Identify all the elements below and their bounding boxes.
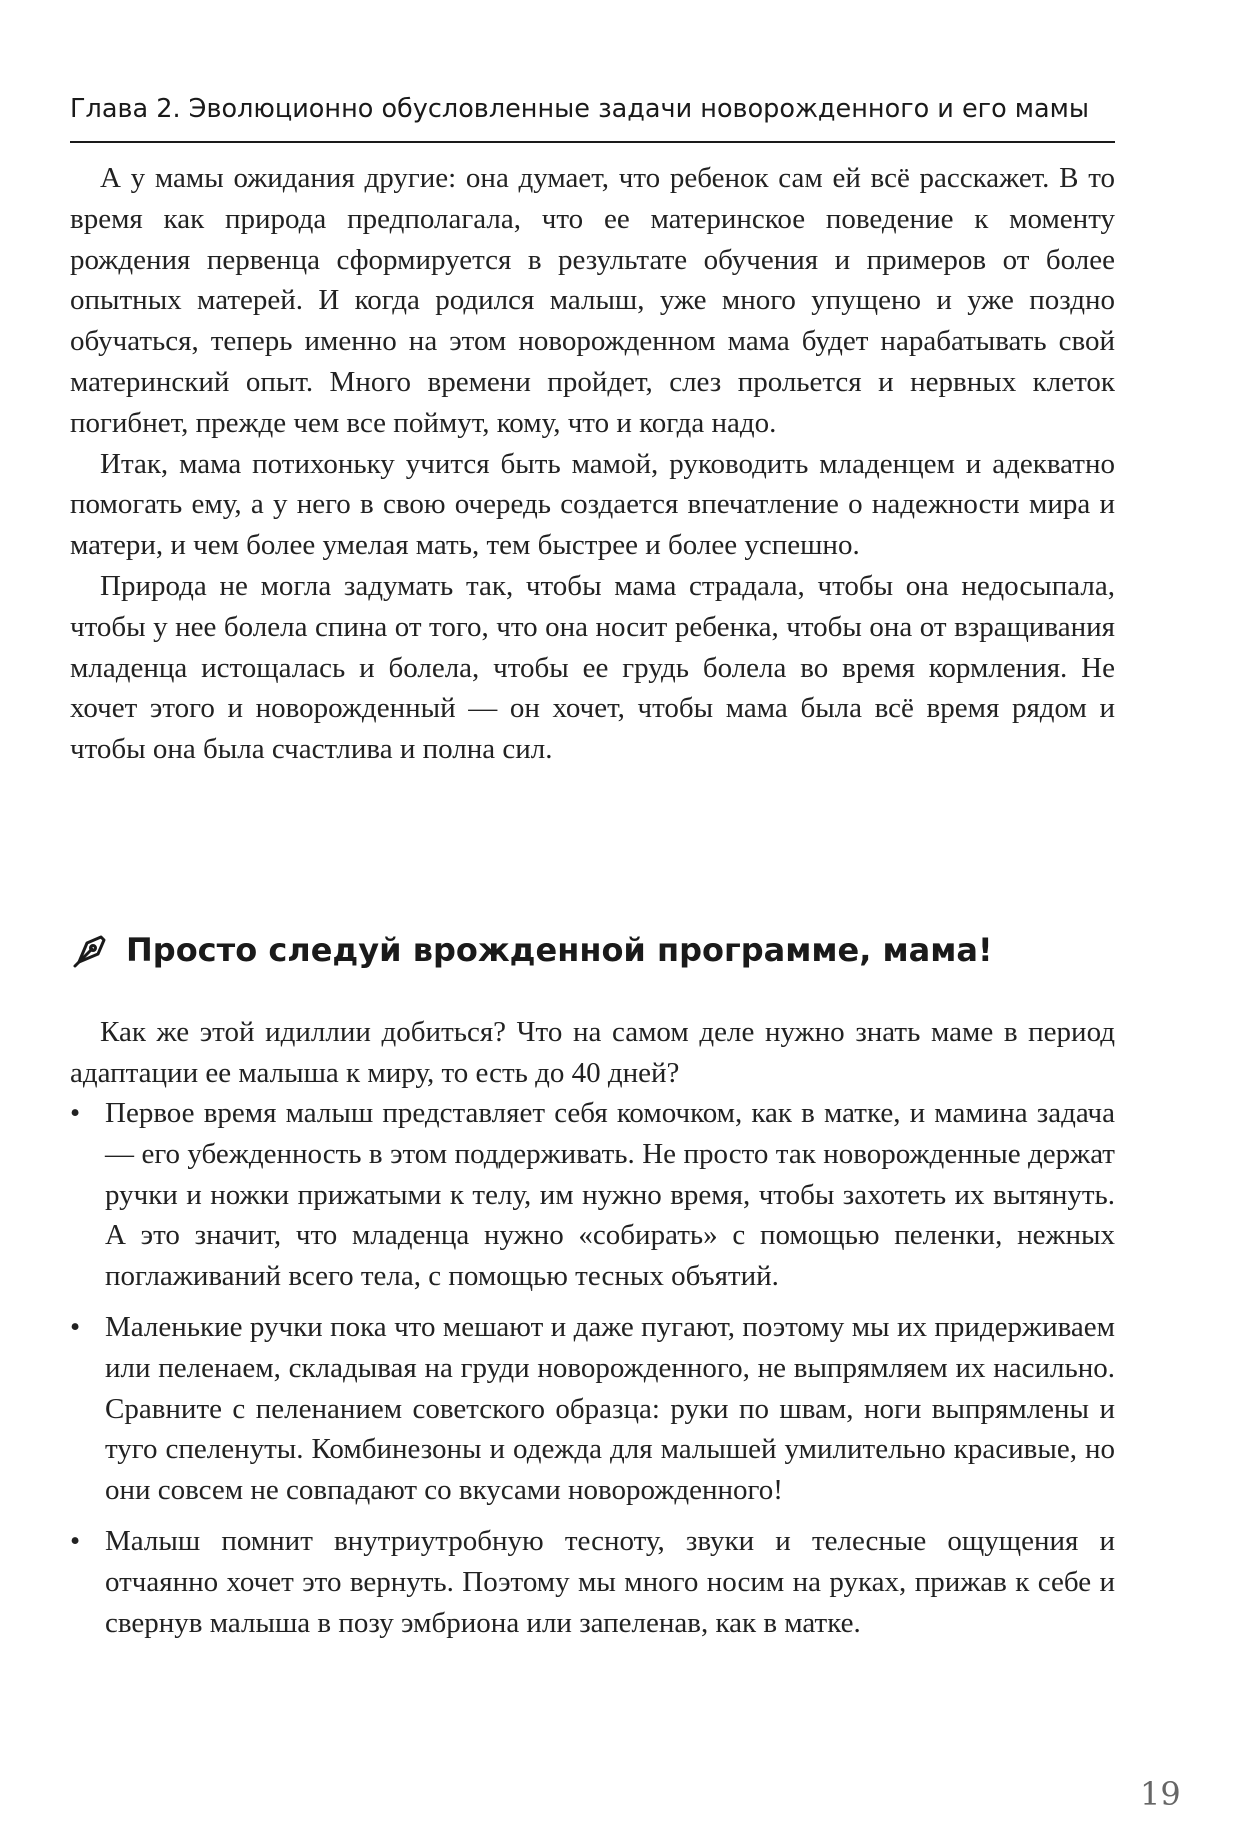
list-item-text: Малыш помнит внутриутробную тесноту, звуки и телесные ощущения и отчаянно хочет это вернуть. Поэтому мы много носим на руках, прижав к себе и свернув малыша в позу эмбриона или запеленав, как в матке.	[105, 1524, 1115, 1639]
section-heading	[70, 920, 1115, 980]
paragraph: Итак, мама потихоньку учится быть мамой, руководить младенцем и адекватно помогать ему, а у него в свою очередь создается впечатление о надежности мира и матери, и чем более умелая мать, тем быстрее и более успешно.	[70, 447, 1115, 562]
list-item	[70, 1093, 1115, 1297]
pen-nib-icon	[70, 929, 112, 971]
list-item-text: Маленькие ручки пока что мешают и даже пугают, поэтому мы их придерживаем или пеленаем, складывая на груди новорожденного, не выпрямляем их насильно. Сравните с пеленанием советского образца: руки по швам, ноги выпрямлены и туго спеленуты. Комбинезоны и одежда для малышей умилительно красивые, но они совсем не совпадают со вкусами новорожденного!	[105, 1310, 1115, 1507]
list-item	[70, 1307, 1115, 1511]
body-text-intro	[70, 1012, 1115, 1094]
paragraph: Природа не могла задумать так, чтобы мама страдала, чтобы она недосыпала, чтобы у нее болела спина от того, что она носит ребенка, чтобы она от взращивания младенца истощалась и болела, чтобы ее грудь болела во время кормления. Не хочет этого и новорожденный — он хочет, чтобы мама была всё время рядом и чтобы она была счастлива и полна сил.	[70, 569, 1115, 766]
paragraph: Как же этой идиллии добиться? Что на самом деле нужно знать маме в период адаптации ее малыша к миру, то есть до 40 дней?	[70, 1016, 1115, 1089]
list-item-text: Первое время малыш представляет себя комочком, как в матке, и мамина задача — его убежденность в этом поддерживать. Не просто так новорожденные держат ручки и ножки прижатыми к телу, им нужно время, чтобы захотеть их вытянуть. А это значит, что младенца нужно «собирать» с помощью пеленки, нежных поглаживаний всего тела, с помощью тесных объятий.	[105, 1097, 1115, 1293]
running-head: Глава 2. Эволюционно обусловленные задачи новорожденного и его мамы	[70, 94, 1090, 124]
body-text-top	[70, 158, 1115, 770]
bullet-marker: •	[70, 1097, 81, 1129]
page-number: 19	[1140, 1775, 1181, 1813]
bullet-marker: •	[70, 1310, 81, 1343]
paragraph: А у мамы ожидания другие: она думает, что ребенок сам ей всё расскажет. В то время как природа предполагала, что ее материнское поведение к моменту рождения первенца сформируется в результате обучения и примеров от более опытных матерей. И когда родился малыш, уже много упущено и уже поздно обучаться, теперь именно на этом новорожденном мама будет нарабатывать свой материнский опыт. Много времени пройдет, слез прольется и нервных клеток погибнет, прежде чем все поймут, кому, что и когда надо.	[70, 162, 1115, 439]
section-title: Просто следуй врожденной программе, мама!	[126, 931, 993, 969]
bullet-list	[70, 1093, 1115, 1653]
bullet-marker: •	[70, 1524, 81, 1557]
list-item	[70, 1521, 1115, 1643]
header-rule	[70, 141, 1115, 143]
